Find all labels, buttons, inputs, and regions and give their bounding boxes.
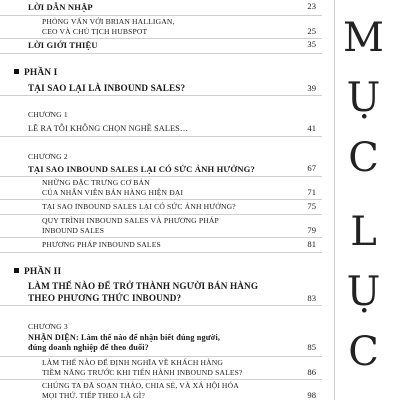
toc-page-number: 83 (307, 293, 316, 303)
toc-page-number: 75 (307, 201, 316, 211)
toc-chapter-label: CHƯƠNG 3 (28, 322, 68, 331)
toc-page-number: 71 (307, 187, 316, 197)
toc-page-number: 39 (307, 83, 316, 93)
toc-chapter-1-heading (0, 110, 322, 121)
toc-page-number: 81 (307, 239, 316, 249)
toc-entry-what-next[interactable] (0, 381, 322, 400)
toc-entry-label: LỜI DẪN NHẬP (28, 2, 93, 12)
toc-entry-label: LÀM THẾ NÀO ĐỂ TRỞ THÀNH NGƯỜI BÁN HÀNG THEO PHƯƠNG THỨC INBOUND? (28, 281, 259, 303)
sidebar-letter: M (343, 15, 385, 61)
toc-entry-interview[interactable] (0, 17, 322, 39)
part-bullet-icon (14, 268, 19, 273)
toc-part-label: PHẦN I (24, 68, 58, 78)
toc-entry-label: PHƯƠNG PHÁP INBOUND SALES (42, 240, 161, 249)
toc-entry-label: QUY TRÌNH INBOUND SALES VÀ PHƯƠNG PHÁP INBOUND SALES (42, 216, 219, 235)
toc-entry-method[interactable] (0, 240, 322, 253)
toc-chapter-label: CHƯƠNG 2 (28, 152, 68, 161)
toc-part-1-heading (0, 68, 322, 80)
toc-page-number: 35 (307, 39, 316, 49)
toc-entry-chapter-3-title[interactable] (0, 333, 322, 357)
sidebar-divider (334, 0, 335, 400)
toc-chapter-2-heading (0, 152, 322, 163)
toc-entry-process-method[interactable] (0, 216, 322, 238)
toc-entry-chapter-2-title[interactable] (0, 164, 322, 177)
toc-page-number: 25 (307, 26, 316, 36)
toc-page-number: 98 (307, 390, 316, 400)
toc-entry-define-prospects[interactable] (0, 358, 322, 380)
toc-page-number: 86 (307, 367, 316, 377)
toc-sidebar-heading (328, 0, 400, 400)
toc-entry-label: PHỎNG VẤN VỚI BRIAN HALLIGAN, CEO VÀ CHỦ TỊCH HUBSPOT (42, 17, 175, 36)
toc-entry-introduction[interactable] (0, 2, 322, 16)
toc-page-number: 79 (307, 225, 316, 235)
toc-entry-label: NHẬN DIỆN: Làm thế nào để nhận biết đúng người, đúng doanh nghiệp để theo đuổi? (28, 333, 221, 352)
toc-entry-label: LẼ RA TÔI KHÔNG CHỌN NGHỀ SALES… (28, 124, 189, 133)
toc-entry-part-2-title[interactable] (0, 280, 322, 306)
toc-page-number: 23 (307, 1, 316, 11)
toc-entry-label: CHÚNG TA ĐÃ SOẠN THẢO, CHIA SẺ, VÀ XÁ HỘI HÓA MỌI THỨ. TIẾP THEO LÀ GÌ? (42, 381, 239, 400)
sidebar-letter: Ụ (346, 269, 382, 315)
toc-entry-foreword[interactable] (0, 40, 322, 54)
toc-part-label: PHẦN II (24, 267, 62, 277)
sidebar-letter: C (348, 135, 380, 181)
toc-page-number: 41 (307, 123, 316, 133)
toc-page-number: 85 (307, 342, 316, 352)
toc-page-number: 67 (307, 163, 316, 173)
toc-entry-label: TẠI SAO INBOUND SALES LẠI CÓ SỨC ẢNH HƯỞNG? (28, 164, 255, 174)
toc-entry-why-influential[interactable] (0, 202, 322, 215)
sidebar-letter: C (348, 329, 380, 375)
toc-entry-label: NHỮNG ĐẶC TRƯNG CƠ BẢN CỦA NHÂN VIÊN BÁN HÀNG HIỆN ĐẠI (42, 178, 184, 197)
part-bullet-icon (14, 69, 19, 74)
toc-chapter-3-heading (0, 322, 322, 333)
toc-entry-label: TẠI SAO LẠI LÀ INBOUND SALES? (28, 83, 186, 93)
toc-entry-part-1-title[interactable] (0, 82, 322, 96)
sidebar-letter: Ụ (346, 75, 382, 121)
toc-chapter-label: CHƯƠNG 1 (28, 110, 68, 119)
toc-entry-label: LỜI GIỚI THIỆU (28, 40, 98, 50)
toc-entry-label: TẠI SAO INBOUND SALES LẠI CÓ SỨC ẢNH HƯỞNG? (42, 202, 236, 211)
toc-entry-label: LÀM THẾ NÀO ĐỂ ĐỊNH NGHĨA VỀ KHÁCH HÀNG TIỀM NĂNG TRƯỚC KHI TIẾN HÀNH INBOUND SALES? (42, 358, 243, 377)
toc-entry-modern-salesperson[interactable] (0, 178, 322, 200)
toc-part-2-heading (0, 267, 322, 279)
toc-entry-chapter-1-title[interactable] (0, 124, 322, 137)
sidebar-letter: L (350, 209, 378, 255)
